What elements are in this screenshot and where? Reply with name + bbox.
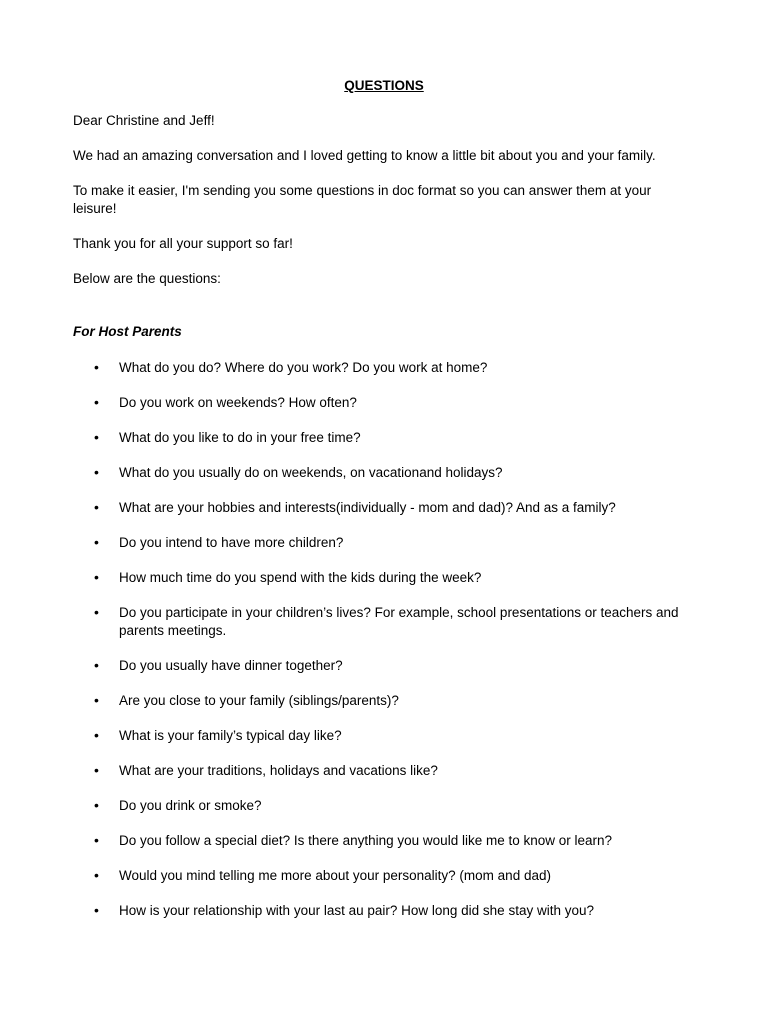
question-text: What do you usually do on weekends, on vacationand holidays? (119, 465, 503, 480)
bullet-icon: • (94, 464, 99, 480)
list-item (0, 727, 684, 745)
list-item (0, 797, 684, 815)
question-text: What is your family’s typical day like? (119, 727, 342, 743)
section-heading: For Host Parents (73, 324, 182, 339)
bullet-icon: • (94, 831, 99, 848)
list-item (0, 762, 684, 780)
question-text: How much time do you spend with the kids during the week? (119, 570, 482, 585)
list-item (0, 499, 684, 517)
list-item (0, 534, 684, 552)
question-text: Do you participate in your children’s lives? For example, school presentations or teachers and parents meetings. (119, 605, 679, 638)
greeting: Dear Christine and Jeff! (73, 113, 215, 128)
list-item (0, 429, 684, 447)
bullet-icon: • (94, 691, 99, 708)
question-text: How is your relationship with your last au pair? How long did she stay with you? (119, 902, 594, 918)
list-item (0, 359, 684, 377)
bullet-icon: • (94, 499, 99, 515)
bullet-icon: • (94, 726, 99, 743)
list-item (0, 569, 684, 587)
question-text: Would you mind telling me more about your personality? (mom and dad) (119, 867, 551, 883)
paragraph-below: Below are the questions: (73, 271, 221, 286)
question-text: Do you follow a special diet? Is there anything you would like me to know or learn? (119, 832, 613, 848)
list-item (0, 394, 684, 412)
paragraph-intro: We had an amazing conversation and I loved getting to know a little bit about you and your family. (73, 148, 656, 163)
bullet-icon: • (94, 761, 99, 778)
list-item (0, 867, 684, 885)
bullet-icon: • (94, 394, 99, 410)
paragraph-thanks: Thank you for all your support so far! (73, 236, 293, 251)
bullet-icon: • (94, 796, 99, 813)
list-item (0, 902, 684, 920)
bullet-icon: • (94, 534, 99, 550)
document-title: QUESTIONS (344, 78, 424, 93)
bullet-icon: • (94, 604, 99, 620)
question-text: Do you drink or smoke? (119, 797, 262, 813)
list-item (0, 657, 684, 675)
list-item (0, 604, 684, 639)
question-list (0, 359, 768, 937)
bullet-icon: • (94, 569, 99, 585)
bullet-icon: • (94, 359, 99, 375)
bullet-icon: • (94, 901, 99, 918)
question-text: Do you intend to have more children? (119, 535, 344, 550)
list-item (0, 692, 684, 710)
question-text: What do you like to do in your free time? (119, 430, 361, 445)
question-text: What are your hobbies and interests(individually - mom and dad)? And as a family? (119, 500, 616, 515)
question-text: Do you usually have dinner together? (119, 657, 343, 673)
bullet-icon: • (94, 656, 99, 673)
bullet-icon: • (94, 866, 99, 883)
bullet-icon: • (94, 429, 99, 445)
paragraph-format: To make it easier, I'm sending you some questions in doc format so you can answer them at your leisure! (73, 183, 652, 216)
question-text: Are you close to your family (siblings/parents)? (119, 692, 399, 708)
question-text: Do you work on weekends? How often? (119, 395, 357, 410)
list-item (0, 464, 684, 482)
question-text: What do you do? Where do you work? Do you work at home? (119, 360, 488, 375)
list-item (0, 832, 684, 850)
question-text: What are your traditions, holidays and vacations like? (119, 762, 438, 778)
